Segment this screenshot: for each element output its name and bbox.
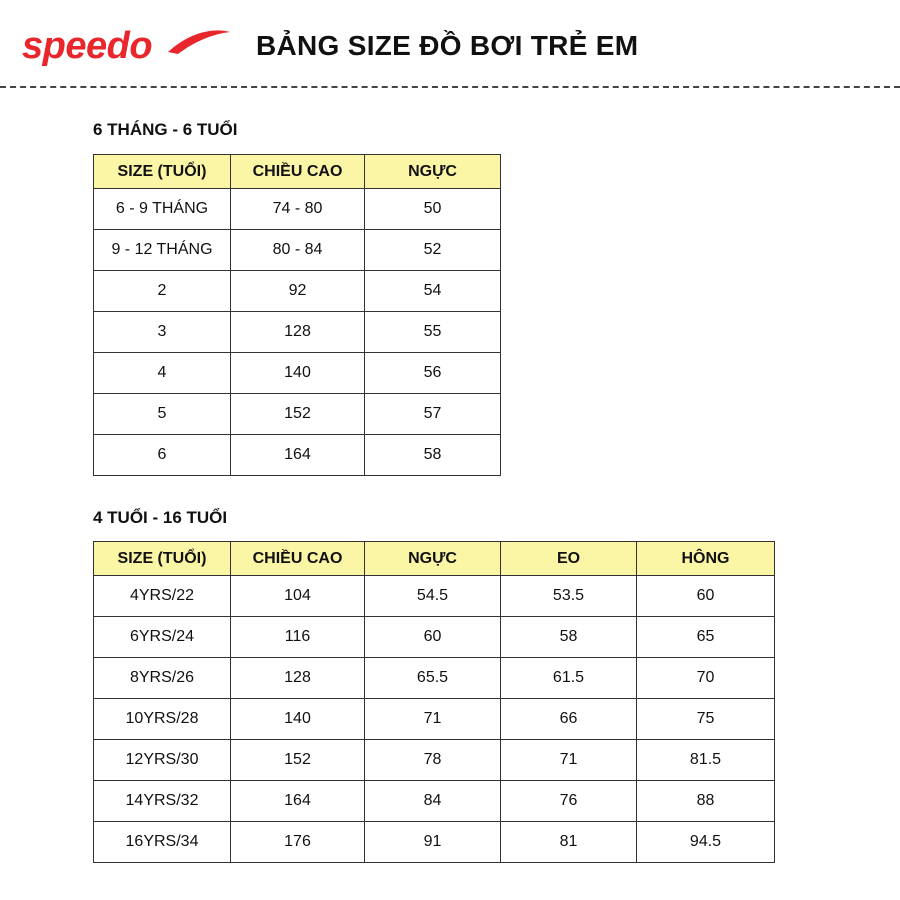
table-cell: 4YRS/22 bbox=[94, 576, 231, 617]
table-cell: 140 bbox=[231, 353, 365, 394]
table-cell: 152 bbox=[231, 740, 365, 781]
table-cell: 81.5 bbox=[637, 740, 775, 781]
table-cell: 10YRS/28 bbox=[94, 699, 231, 740]
page-title: BẢNG SIZE ĐỒ BƠI TRẺ EM bbox=[256, 30, 639, 61]
table-row bbox=[94, 576, 775, 617]
table-cell: 65 bbox=[637, 617, 775, 658]
table-cell: 54.5 bbox=[365, 576, 501, 617]
table-cell: 54 bbox=[365, 271, 501, 312]
table-cell: 58 bbox=[365, 435, 501, 476]
table-row bbox=[94, 394, 501, 435]
table-cell: 164 bbox=[231, 781, 365, 822]
section-title-infant: 6 THÁNG - 6 TUỔI bbox=[93, 120, 238, 139]
table-cell: 71 bbox=[365, 699, 501, 740]
table-header-row bbox=[94, 542, 775, 576]
table-cell: 52 bbox=[365, 230, 501, 271]
table-cell: 164 bbox=[231, 435, 365, 476]
table-cell: 50 bbox=[365, 189, 501, 230]
table-cell: 94.5 bbox=[637, 822, 775, 863]
table-cell: 61.5 bbox=[501, 658, 637, 699]
table-cell: 60 bbox=[365, 617, 501, 658]
dashed-divider bbox=[0, 86, 900, 88]
table-cell: 76 bbox=[501, 781, 637, 822]
table-cell: 6YRS/24 bbox=[94, 617, 231, 658]
table-cell: 16YRS/34 bbox=[94, 822, 231, 863]
header bbox=[0, 0, 900, 92]
column-header: SIZE (TUỔI) bbox=[94, 542, 231, 576]
table-cell: 6 bbox=[94, 435, 231, 476]
column-header: NGỰC bbox=[365, 542, 501, 576]
table-cell: 78 bbox=[365, 740, 501, 781]
table-cell: 140 bbox=[231, 699, 365, 740]
boomerang-icon bbox=[168, 30, 230, 54]
table-cell: 80 - 84 bbox=[231, 230, 365, 271]
column-header: HÔNG bbox=[637, 542, 775, 576]
table-cell: 12YRS/30 bbox=[94, 740, 231, 781]
table-row bbox=[94, 617, 775, 658]
table-cell: 84 bbox=[365, 781, 501, 822]
column-header: NGỰC bbox=[365, 155, 501, 189]
table-cell: 65.5 bbox=[365, 658, 501, 699]
table-row bbox=[94, 353, 501, 394]
table-row bbox=[94, 781, 775, 822]
table-cell: 66 bbox=[501, 699, 637, 740]
table-cell: 14YRS/32 bbox=[94, 781, 231, 822]
table-cell: 60 bbox=[637, 576, 775, 617]
table-row bbox=[94, 740, 775, 781]
table-cell: 9 - 12 THÁNG bbox=[94, 230, 231, 271]
table-row bbox=[94, 189, 501, 230]
column-header: EO bbox=[501, 542, 637, 576]
table-cell: 57 bbox=[365, 394, 501, 435]
table-cell: 152 bbox=[231, 394, 365, 435]
table-cell: 2 bbox=[94, 271, 231, 312]
table-cell: 53.5 bbox=[501, 576, 637, 617]
table-cell: 81 bbox=[501, 822, 637, 863]
table-cell: 55 bbox=[365, 312, 501, 353]
table-cell: 128 bbox=[231, 312, 365, 353]
table-cell: 8YRS/26 bbox=[94, 658, 231, 699]
table-cell: 116 bbox=[231, 617, 365, 658]
table-row bbox=[94, 435, 501, 476]
table-row bbox=[94, 822, 775, 863]
table-row bbox=[94, 312, 501, 353]
table-cell: 4 bbox=[94, 353, 231, 394]
table-row bbox=[94, 699, 775, 740]
column-header: CHIỀU CAO bbox=[231, 542, 365, 576]
size-table-infant bbox=[93, 154, 501, 476]
section-title-kids: 4 TUỔI - 16 TUỔI bbox=[93, 508, 228, 527]
table-cell: 56 bbox=[365, 353, 501, 394]
table-row bbox=[94, 658, 775, 699]
table-cell: 176 bbox=[231, 822, 365, 863]
table-cell: 128 bbox=[231, 658, 365, 699]
brand-wordmark: speedo bbox=[22, 25, 153, 67]
table-row bbox=[94, 230, 501, 271]
table-cell: 70 bbox=[637, 658, 775, 699]
table-header-row bbox=[94, 155, 501, 189]
table-cell: 104 bbox=[231, 576, 365, 617]
table-cell: 91 bbox=[365, 822, 501, 863]
speedo-logo bbox=[22, 22, 232, 74]
table-cell: 92 bbox=[231, 271, 365, 312]
table-cell: 5 bbox=[94, 394, 231, 435]
table-cell: 71 bbox=[501, 740, 637, 781]
size-table-kids bbox=[93, 541, 775, 863]
column-header: CHIỀU CAO bbox=[231, 155, 365, 189]
table-cell: 74 - 80 bbox=[231, 189, 365, 230]
table-cell: 88 bbox=[637, 781, 775, 822]
table-row bbox=[94, 271, 501, 312]
column-header: SIZE (TUỔI) bbox=[94, 155, 231, 189]
table-cell: 75 bbox=[637, 699, 775, 740]
table-cell: 58 bbox=[501, 617, 637, 658]
table-cell: 3 bbox=[94, 312, 231, 353]
table-cell: 6 - 9 THÁNG bbox=[94, 189, 231, 230]
